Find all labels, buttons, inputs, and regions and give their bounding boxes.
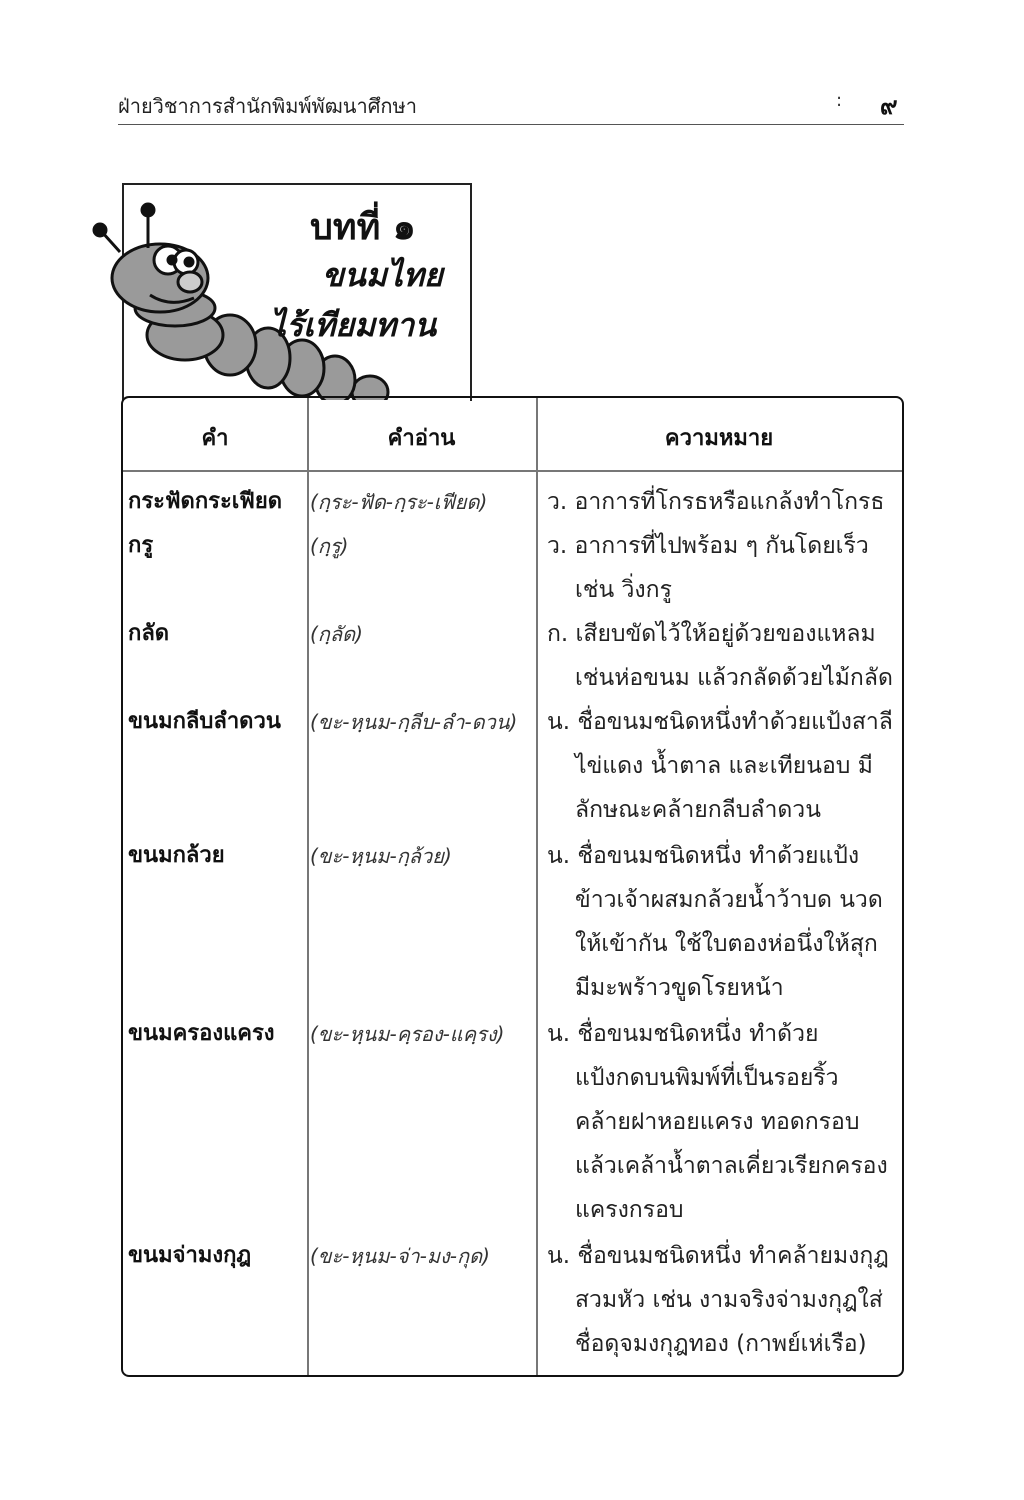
entry-definition xyxy=(547,524,897,612)
entry-word: กรู xyxy=(128,533,154,558)
definition-line: ว. อาการที่ไปพร้อม ๆ กันโดยเร็ว xyxy=(547,533,869,559)
entry-pronunciation: (กฺลัด) xyxy=(310,622,363,646)
definition-line: ไข่แดง น้ำตาล และเทียนอบ มี xyxy=(575,753,873,779)
chapter-number: บทที่ ๑ xyxy=(310,207,416,248)
definition-line: น. ชื่อขนมชนิดหนึ่งทำด้วยแป้งสาลี xyxy=(547,709,893,735)
definition-line: ลักษณะคล้ายกลีบลำดวน xyxy=(575,797,821,823)
definition-line: มีมะพร้าวขูดโรยหน้า xyxy=(575,975,784,1001)
entry-pronunciation: (ขะ-หฺนม-จ่า-มง-กุด) xyxy=(310,1244,490,1268)
entry-definition xyxy=(547,612,897,700)
column-header-word: คำ xyxy=(201,426,229,451)
entry-definition xyxy=(547,1234,897,1366)
definition-line: แล้วเคล้าน้ำตาลเคี่ยวเรียกครอง xyxy=(575,1153,888,1179)
header-row-divider xyxy=(123,470,902,472)
definition-line: สวมหัว เช่น งามจริงจ่ามงกุฎใส่ xyxy=(575,1287,883,1313)
page-number: ๙ xyxy=(880,92,898,120)
entry-word: ขนมกล้วย xyxy=(128,843,225,868)
definition-line: ชื่อดุจมงกุฎทอง (กาพย์เห่เรือ) xyxy=(575,1331,867,1357)
definition-line: ข้าวเจ้าผสมกล้วยน้ำว้าบด นวด xyxy=(575,887,883,913)
chapter-title-line1: ขนมไทย xyxy=(322,256,443,294)
header-separator: : xyxy=(836,90,843,111)
entry-definition xyxy=(547,1012,897,1232)
definition-line: ว. อาการที่โกรธหรือแกล้งทำโกรธ xyxy=(547,489,885,515)
entry-word: กลัด xyxy=(128,621,170,646)
header-rule xyxy=(118,124,904,125)
entry-pronunciation: (ขะ-หฺนม-กฺล้วย) xyxy=(310,844,452,868)
definition-line: เช่นห่อขนม แล้วกลัดด้วยไม้กลัด xyxy=(575,665,893,691)
column-divider xyxy=(536,398,538,1375)
column-header-meaning: ความหมาย xyxy=(664,426,774,451)
entry-word: ขนมจ่ามงกุฎ xyxy=(128,1243,252,1268)
definition-line: น. ชื่อขนมชนิดหนึ่ง ทำด้วย xyxy=(547,1021,819,1047)
definition-line: คล้ายฝาหอยแครง ทอดกรอบ xyxy=(575,1109,860,1135)
entry-definition xyxy=(547,700,897,832)
entry-word: ขนมครองแครง xyxy=(128,1021,275,1046)
definition-line: น. ชื่อขนมชนิดหนึ่ง ทำคล้ายมงกุฎ xyxy=(547,1243,889,1269)
entry-pronunciation: (ขะ-หฺนม-กฺลีบ-ลำ-ดวน) xyxy=(310,710,518,734)
entry-pronunciation: (ขะ-หฺนม-คฺรอง-แคฺรง) xyxy=(310,1022,505,1046)
definition-line: เช่น วิ่งกรู xyxy=(575,577,672,603)
vocabulary-table xyxy=(121,396,904,1377)
running-header-title: ฝ่ายวิชาการสำนักพิมพ์พัฒนาศึกษา xyxy=(118,94,417,118)
entry-word: กระฟัดกระเฟียด xyxy=(128,489,283,514)
column-header-pronunciation: คำอ่าน xyxy=(387,426,456,451)
definition-line: ให้เข้ากัน ใช้ใบตองห่อนึ่งให้สุก xyxy=(575,931,878,957)
entry-pronunciation: (กฺรู) xyxy=(310,534,349,558)
entry-word: ขนมกลีบลำดวน xyxy=(128,709,281,734)
definition-line: แป้งกดบนพิมพ์ที่เป็นรอยริ้ว xyxy=(575,1065,839,1091)
entry-pronunciation: (กฺระ-ฟัด-กฺระ-เฟียด) xyxy=(310,490,488,514)
definition-line: น. ชื่อขนมชนิดหนึ่ง ทำด้วยแป้ง xyxy=(547,843,860,869)
entry-definition xyxy=(547,480,897,524)
definition-line: แครงกรอบ xyxy=(575,1197,684,1223)
entry-definition xyxy=(547,834,897,1010)
column-divider xyxy=(307,398,309,1375)
chapter-title-line2: ไร้เทียมทาน xyxy=(270,306,437,344)
definition-line: ก. เสียบขัดไว้ให้อยู่ด้วยของแหลม xyxy=(547,621,876,647)
